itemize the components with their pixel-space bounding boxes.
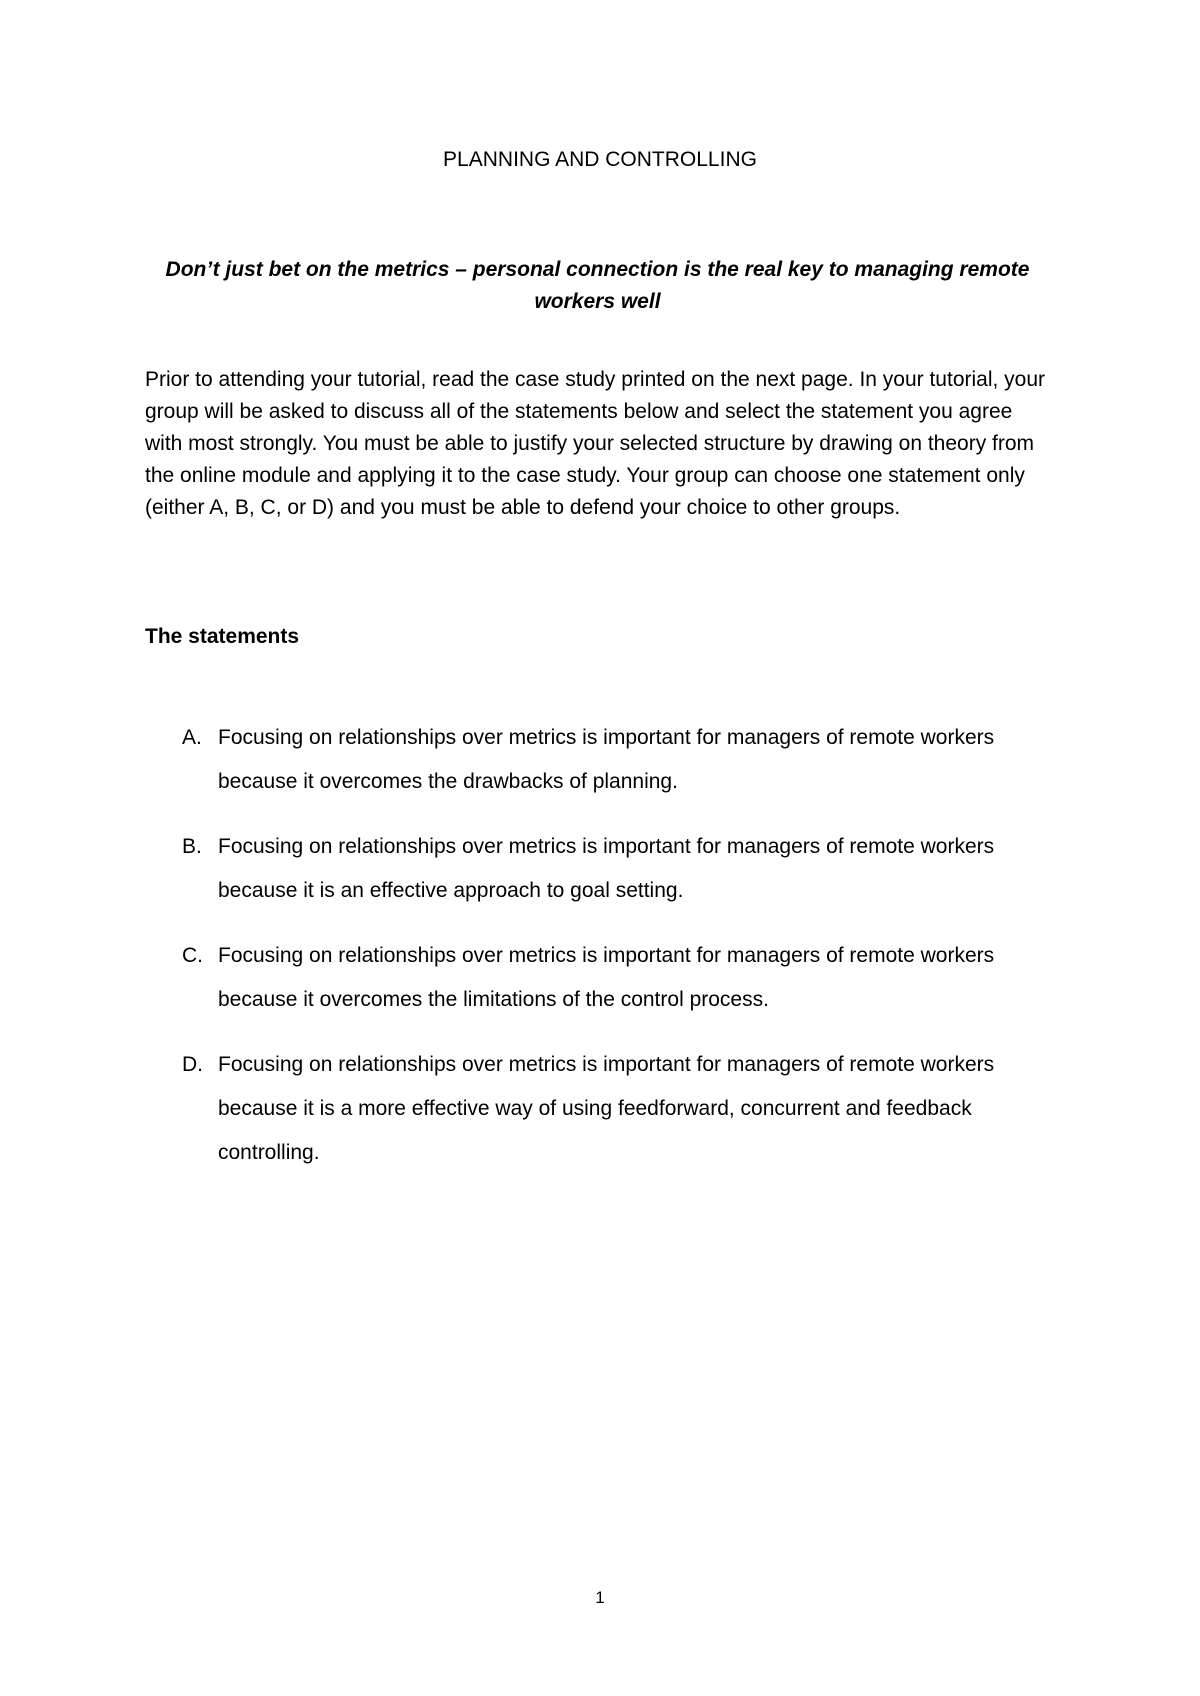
- statement-item-a: [145, 716, 1060, 804]
- statement-item-d: [145, 1043, 1060, 1175]
- statement-text: Focusing on relationships over metrics is important for managers of remote workers because it overcomes the limitations of the control process.: [218, 944, 995, 1011]
- statement-text: Focusing on relationships over metrics is important for managers of remote workers because it overcomes the drawbacks of planning.: [218, 726, 995, 793]
- intro-paragraph: Prior to attending your tutorial, read the case study printed on the next page. In your tutorial, your group will be asked to discuss all of the statements below and select the statement you agree with most strongly. You must be able to justify your selected structure by drawing on theory from the online module and applying it to the case study. Your group can choose one statement only (either A, B, C, or D) and you must be able to defend your choice to other groups.: [145, 368, 1046, 519]
- statement-text: Focusing on relationships over metrics is important for managers of remote workers because it is an effective approach to goal setting.: [218, 835, 995, 902]
- statement-item-b: [145, 825, 1060, 913]
- statement-letter: B.: [182, 835, 202, 858]
- page-number: 1: [595, 1588, 605, 1607]
- statement-text: Focusing on relationships over metrics is important for managers of remote workers because it is a more effective way of using feedforward, concurrent and feedback controlling.: [218, 1053, 995, 1164]
- statement-letter: D.: [182, 1053, 203, 1076]
- statements-heading: The statements: [145, 625, 300, 648]
- document-title: PLANNING AND CONTROLLING: [443, 148, 757, 171]
- statement-item-c: [145, 934, 1060, 1022]
- document-subtitle: Don’t just bet on the metrics – personal connection is the real key to managing remote workers well: [165, 258, 1030, 313]
- statement-letter: A.: [182, 726, 202, 749]
- statements-list: [145, 716, 1060, 1196]
- statement-letter: C.: [182, 944, 203, 967]
